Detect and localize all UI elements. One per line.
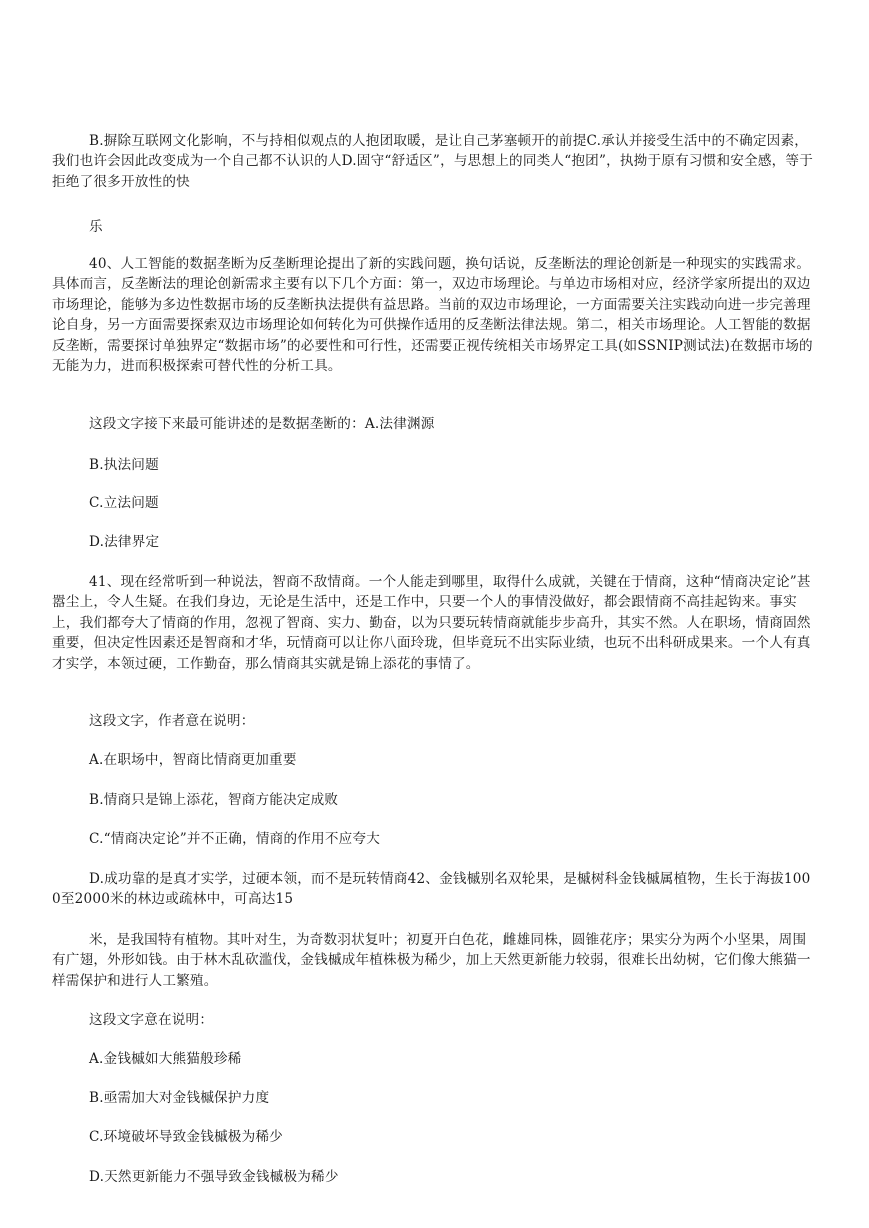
q41-passage: 41、现在经常听到一种说法，智商不敌情商。一个人能走到哪里，取得什么成就，关键在于情商，这种“情商决定论”甚嚣尘上，令人生疑。在我们身边，无论是生活中，还是工作中，只要一个人的事情没做好，都会跟情商不高挂起钩来。事实上，我们都夸大了情商的作用，忽视了智商、实力、勤奋，以为只要玩转情商就能步步高升，其实不然。人在职场，情商固然重要，但决定性因素还是智商和才华，玩情商可以让你八面玲珑，但毕竟玩不出实际业绩，也玩不出科研成果来。一个人有真才实学，本领过硬，工作勤奋，那么情商其实就是锦上添花的事情了。 <box>52 574 811 672</box>
q39-continuation: 乐 <box>89 219 103 235</box>
q41-option-b: B.情商只是锦上添花，智商方能决定成败 <box>89 792 339 808</box>
q40-question: 这段文字接下来最可能讲述的是数据垄断的：A.法律渊源 <box>89 416 435 432</box>
q41-option-d-q42-start: D.成功靠的是真才实学，过硬本领，而不是玩转情商42、金钱槭别名双轮果，是槭树科金钱槭属植物，生长于海拔1000至2000米的林边或疏林中，可高达15 <box>52 871 811 908</box>
q42-question: 这段文字意在说明： <box>89 1012 214 1028</box>
q41-option-a: A.在职场中，智商比情商更加重要 <box>89 752 297 768</box>
q42-option-c: C.环境破坏导致金钱槭极为稀少 <box>89 1129 283 1145</box>
q40-option-c: C.立法问题 <box>89 495 159 511</box>
q40-option-b: B.执法问题 <box>89 457 159 473</box>
q41-option-c: C.“情商决定论”并不正确，情商的作用不应夸大 <box>89 831 381 847</box>
q42-option-b: B.亟需加大对金钱槭保护力度 <box>89 1090 270 1106</box>
q40-passage: 40、人工智能的数据垄断为反垄断理论提出了新的实践问题，换句话说，反垄断法的理论创新是一种现实的实践需求。具体而言，反垄断法的理论创新需求主要有以下几个方面：第一，双边市场理论。与单边市场相对应，经济学家所提出的双边市场理论，能够为多边性数据市场的反垄断执法提供有益思路。当前的双边市场理论，一方面需要关注实践动向进一步完善理论自身，另一方面需要探索双边市场理论如何转化为可供操作适用的反垄断法律法规。第二，相关市场理论。人工智能的数据反垄断，需要探讨单独界定“数据市场”的必要性和可行性，还需要正视传统相关市场界定工具(如SSNIP测试法)在数据市场的无能为力，进而积极探索可替代性的分析工具。 <box>52 256 813 375</box>
q42-option-a: A.金钱槭如大熊猫般珍稀 <box>89 1051 242 1067</box>
q41-question: 这段文字，作者意在说明： <box>89 713 255 729</box>
q42-passage: 米，是我国特有植物。其叶对生，为奇数羽状复叶；初夏开白色花，雌雄同株，圆锥花序；果实分为两个小坚果，周围有广翅，外形如钱。由于林木乱砍滥伐，金钱槭成年植株极为稀少，加上天然更新能力较弱，很难长出幼树，它们像大熊猫一样需保护和进行人工繁殖。 <box>52 932 811 989</box>
q42-option-d: D.天然更新能力不强导致金钱槭极为稀少 <box>89 1169 339 1185</box>
q40-option-d: D.法律界定 <box>89 534 160 550</box>
q39-options-text: B.摒除互联网文化影响，不与持相似观点的人抱团取暖，是让自己茅塞顿开的前提C.承认并接受生活中的不确定因素，我们也许会因此改变成为一个自己都不认识的人D.固守“舒适区”，与思想上的同类人“抱团”，执拗于原有习惯和安全感，等于拒绝了很多开放性的快 <box>52 133 814 190</box>
